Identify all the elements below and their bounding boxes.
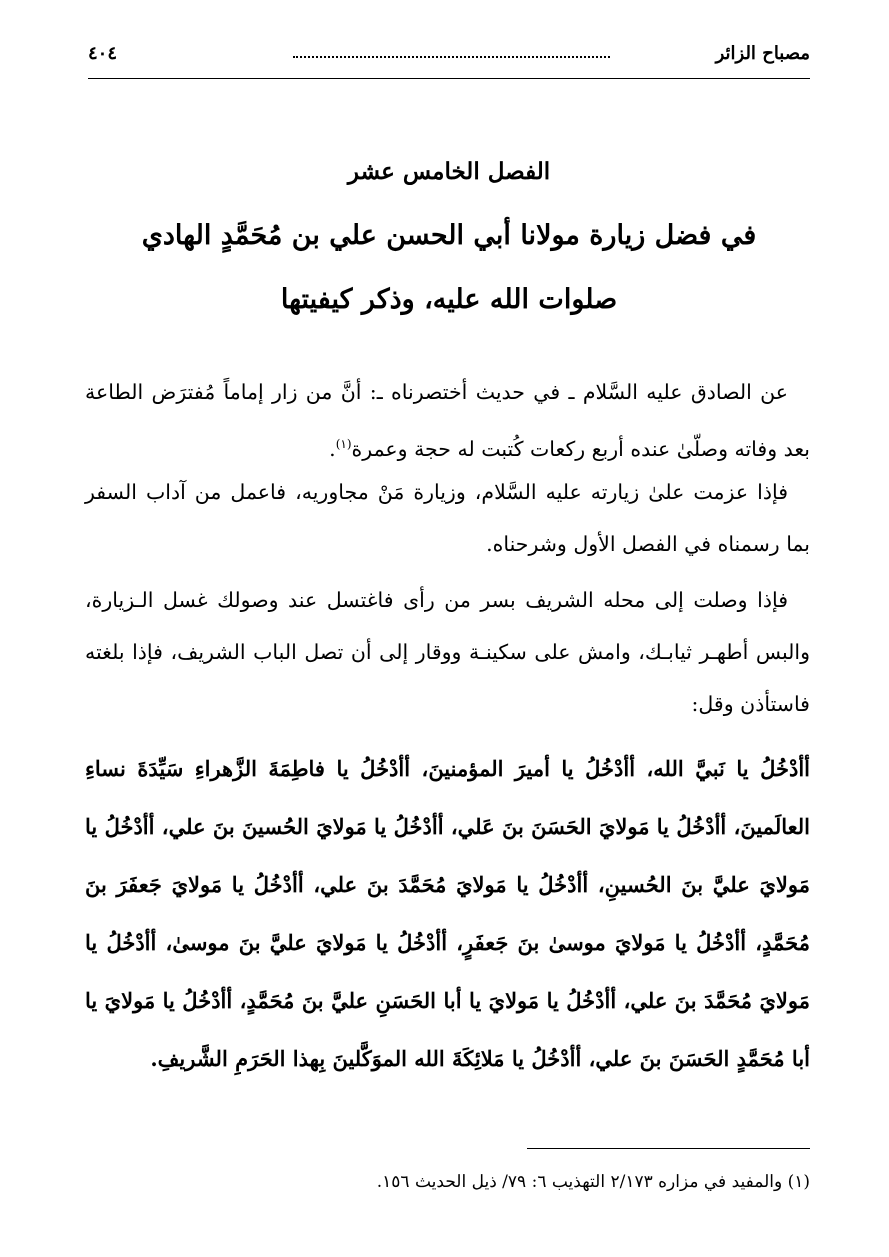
- footnote-divider: [527, 1148, 810, 1149]
- chapter-titles: [88, 140, 810, 332]
- paragraph-permission-supplication: [85, 740, 810, 1088]
- chapter-title-line2: صلوات الله عليه، وذكر كيفيتها: [280, 284, 618, 315]
- footnote-ref[interactable]: (١): [335, 437, 352, 451]
- header-leader-dots: [293, 56, 610, 58]
- paragraph-text: عن الصادق عليه السَّلام ـ في حديث أختصرناه ـ: أنَّ من زار إماماً مُفترَض الطاعة بعد وفاته وصلّىٰ عنده أربع ركعات كُتبت له حجة وعمرة: [85, 380, 810, 461]
- paragraph-text: فإذا عزمت علىٰ زيارته عليه السَّلام، وزيارة مَنْ مجاوريه، فاعمل من آداب السفر بما رسمناه في الفصل الأول وشرحناه.: [85, 480, 810, 556]
- footnote: (١) والمفيد في مزاره ٢/١٧٣ التهذيب ٦: ٧٩/ ذيل الحديث ١٥٦.: [376, 1172, 810, 1192]
- chapter-heading: الفصل الخامس عشر: [347, 158, 551, 185]
- page-number: ٤٠٤: [88, 42, 118, 64]
- paragraph-text: أأدْخُلُ يا نَبيَّ الله، أأدْخُلُ يا أميرَ المؤمنينَ، أأدْخُلُ يا فاطِمَةَ الزَّهراءِ سَيِّدَةَ نساءِ العالَمينَ، أأدْخُلُ يا مَولايَ الحَسَنَ بنَ عَلي، أأدْخُلُ يا مَولايَ الحُسينَ بنَ علي، أأدْخُلُ يا مَولايَ عليَّ بنَ الحُسينِ، أأدْخُلُ يا مَولايَ مُحَمَّدَ بنَ علي، أأدْخُلُ يا مَولايَ جَعفَرَ بنَ مُحَمَّدٍ، أأدْخُلُ يا مَولايَ موسىٰ بنَ جَعفَرٍ، أأدْخُلُ يا مَولايَ عليَّ بنَ موسىٰ، أأدْخُلُ يا مَولايَ مُحَمَّدَ بنَ علي، أأدْخُلُ يا مَولايَ يا أبا الحَسَنِ عليَّ بنَ مُحَمَّدٍ، أأدْخُلُ يا مَولايَ يا أبا مُحَمَّدٍ الحَسَنَ بنَ علي، أأدْخُلُ يا مَلائِكَةَ الله الموَكَّلينَ بِهذا الحَرَمِ الشَّريفِ.: [85, 756, 810, 1071]
- paragraph-end: .: [329, 436, 336, 461]
- paragraph-hadith: [85, 366, 810, 475]
- paragraph-text: فإذا وصلت إلى محله الشريف بسر من رأى فاغتسل عند وصولك غسل الـزيارة، والبس أطهـر ثيابـك، وامش على سكينـة ووقار إلى أن تصل الباب الشريف، فإذا بلغته فاستأذن وقل:: [85, 588, 810, 716]
- book-title: مصباح الزائر: [715, 42, 810, 64]
- chapter-title-line1: في فضل زيارة مولانا أبي الحسن علي بن مُحَمَّدٍ الهادي: [141, 220, 757, 251]
- paragraph-arrival: [85, 574, 810, 730]
- paragraph-travel: [85, 466, 810, 570]
- running-header: [88, 28, 810, 79]
